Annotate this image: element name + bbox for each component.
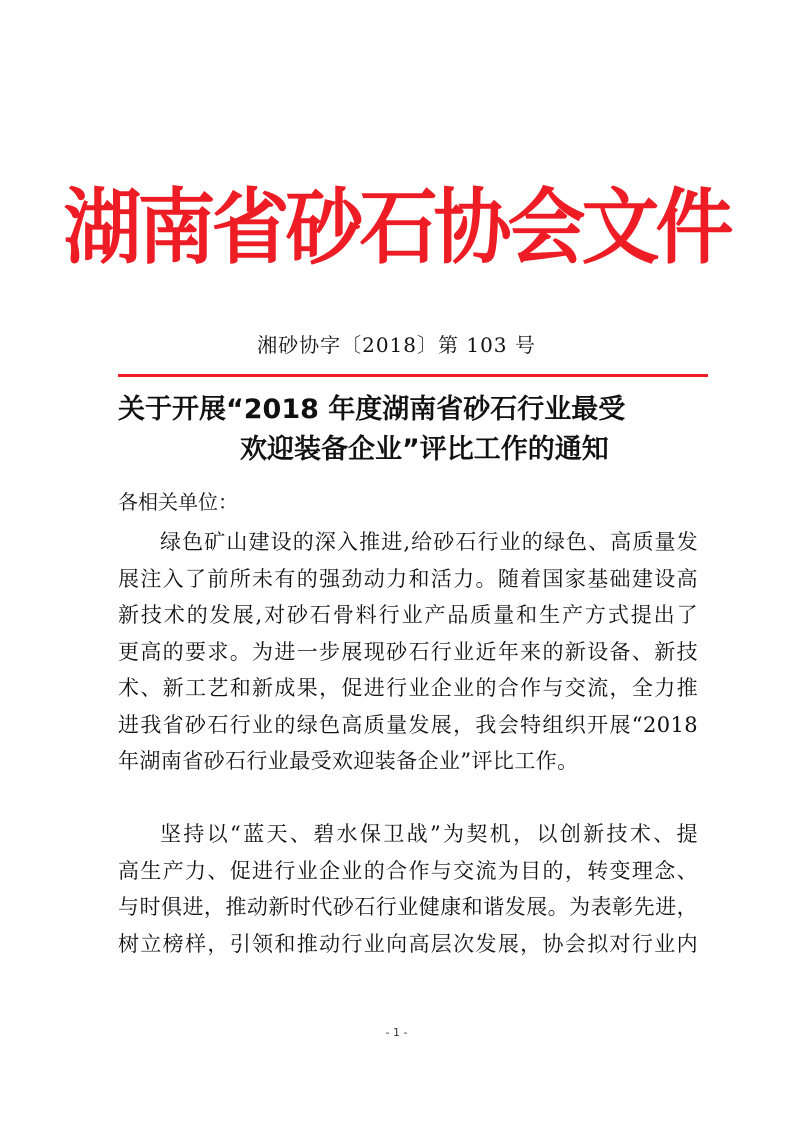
paragraph-line: 更高的要求。为进一步展现砂石行业近年来的新设备、新技: [118, 639, 698, 664]
salutation: 各相关单位：: [118, 490, 238, 514]
red-divider-line: [118, 374, 708, 377]
paragraph-line: 新技术的发展,对砂石骨料行业产品质量和生产方式提出了: [118, 603, 698, 627]
paragraph-line: 与时俱进，推动新时代砂石行业健康和谐发展。为表彰先进，: [118, 895, 698, 919]
paragraph-line: 高生产力、促进行业企业的合作与交流为目的，转变理念、: [118, 858, 698, 883]
paragraph-line: 进我省砂石行业的绿色高质量发展，我会特组织开展“2018: [118, 712, 698, 737]
org-header-title: 湖南省砂石协会文件: [63, 180, 730, 276]
paragraph-line: 坚持以“蓝天、碧水保卫战”为契机，以创新技术、提: [160, 822, 698, 846]
paragraph-line: 树立榜样，引领和推动行业向高层次发展，协会拟对行业内: [118, 931, 698, 956]
paragraph-line: 绿色矿山建设的深入推进,给砂石行业的绿色、高质量发: [160, 530, 698, 554]
document-number: 湘砂协字〔2018〕第 103 号: [257, 333, 536, 357]
body-paragraph-1: [118, 524, 698, 780]
body-paragraph-2: [118, 816, 698, 962]
notice-title-line-2: 欢迎装备企业”评比工作的通知: [240, 434, 609, 465]
notice-title-line-1: 关于开展“2018 年度湖南省砂石行业最受: [118, 394, 626, 425]
paragraph-line: 展注入了前所未有的强劲动力和活力。随着国家基础建设高: [118, 566, 698, 591]
paragraph-line: 年湖南省砂石行业最受欢迎装备企业”评比工作。: [118, 749, 579, 773]
page-number: - 1 -: [385, 1026, 408, 1039]
paragraph-line: 术、新工艺和新成果，促进行业企业的合作与交流，全力推: [118, 676, 698, 700]
notice-title: [118, 390, 718, 470]
